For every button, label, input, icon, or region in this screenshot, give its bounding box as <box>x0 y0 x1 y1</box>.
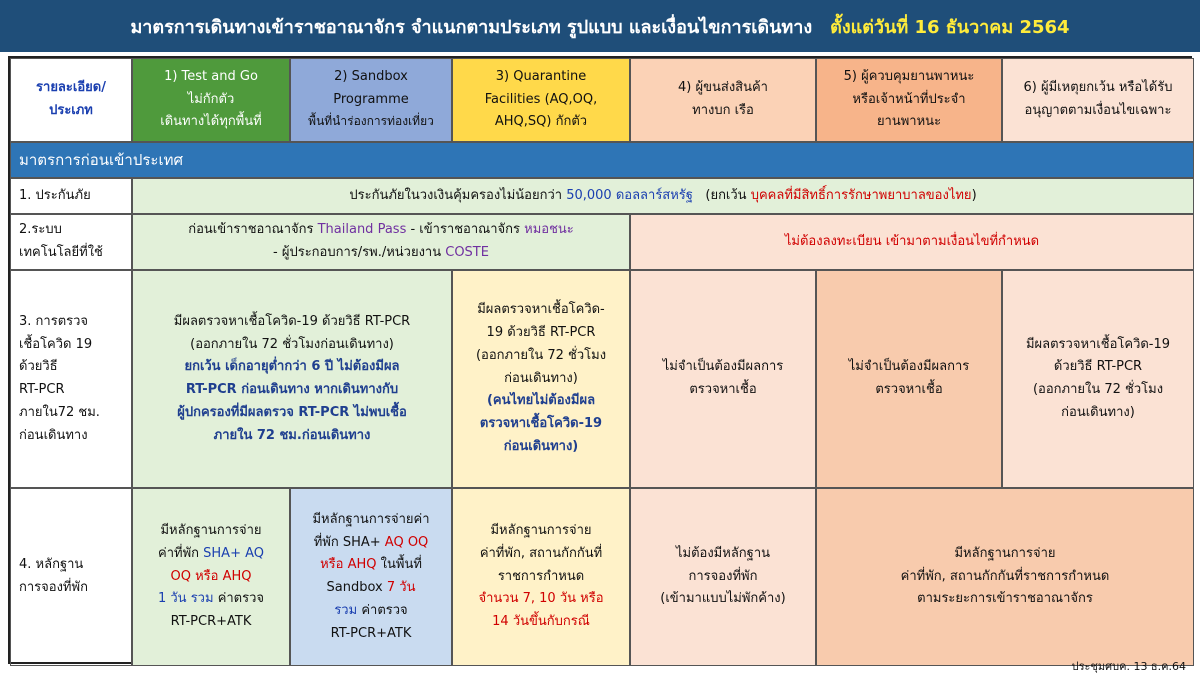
accommodation-vehicle-crew-exemptions: มีหลักฐานการจ่าย ค่าที่พัก, สถานกักกันที่ราชการกำหนด ตามระยะการเข้าราชอาณาจักร <box>816 488 1194 666</box>
section-title: มาตรการก่อนเข้าประเทศ <box>10 142 1194 178</box>
accommodation-quarantine: มีหลักฐานการจ่าย ค่าที่พัก, สถานกักกันที่ ราชการกำหนด จำนวน 7, 10 วัน หรือ 14 วันขึ้นกับกรณี <box>452 488 630 666</box>
header-bar <box>0 0 1200 52</box>
col-header-vehicle-crew: 5) ผู้ควบคุมยานพาหนะ หรือเจ้าหน้าที่ประจำ ยานพาหนะ <box>816 58 1002 142</box>
col-header-test-and-go: 1) Test and Go ไม่กักตัว เดินทางได้ทุกพื้นที่ <box>132 58 290 142</box>
insurance-requirement: ประกันภัยในวงเงินคุ้มครองไม่น้อยกว่า 50,000 ดอลลาร์สหรัฐ (ยกเว้น บุคคลที่มีสิทธิ์การรักษาพยาบาลของไทย) <box>132 178 1194 214</box>
col-header-sandbox: 2) Sandbox Programme พื้นที่นำร่องการท่องเที่ยว <box>290 58 452 142</box>
accommodation-sandbox: มีหลักฐานการจ่ายค่า ที่พัก SHA+ AQ OQ หรือ AHQ ในพื้นที่ Sandbox 7 วัน รวม ค่าตรวจ RT-PCR+ATK <box>290 488 452 666</box>
col-header-transporters: 4) ผู้ขนส่งสินค้า ทางบก เรือ <box>630 58 816 142</box>
col-header-exemptions: 6) ผู้มีเหตุยกเว้น หรือได้รับ อนุญาตตามเงื่อนไขเฉพาะ <box>1002 58 1194 142</box>
effective-date: ตั้งแต่วันที่ 16 ธันวาคม 2564 <box>830 16 1070 38</box>
footer-note: ประชุมศบค. 13 ธ.ค.64 <box>1071 660 1186 673</box>
measures-table <box>8 56 1192 664</box>
rtpcr-test-and-go-sandbox: มีผลตรวจหาเชื้อโควิด-19 ด้วยวิธี RT-PCR (ออกภายใน 72 ชั่วโมงก่อนเดินทาง) ยกเว้น เด็กอายุต่ำกว่า 6 ปี ไม่ต้องมีผล RT-PCR ก่อนเดินทาง หากเดินทางกับ ผู้ปกครองที่มีผลตรวจ RT-PCR ไม่พบเชื้อ ภายใน 72 ชม.ก่อนเดินทาง <box>132 270 452 488</box>
row-label-technology: 2.ระบบ เทคโนโลยีที่ใช้ <box>10 214 132 270</box>
technology-not-required: ไม่ต้องลงทะเบียน เข้ามาตามเงื่อนไขที่กำหนด <box>630 214 1194 270</box>
col-header-type: รายละเอียด/ ประเภท <box>10 58 132 142</box>
rtpcr-exemptions: มีผลตรวจหาเชื้อโควิด-19 ด้วยวิธี RT-PCR (ออกภายใน 72 ชั่วโมง ก่อนเดินทาง) <box>1002 270 1194 488</box>
rtpcr-transporters: ไม่จำเป็นต้องมีผลการ ตรวจหาเชื้อ <box>630 270 816 488</box>
technology-systems: ก่อนเข้าราชอาณาจักร Thailand Pass - เข้าราชอาณาจักร หมอชนะ - ผู้ประกอบการ/รพ./หน่วยงาน COSTE <box>132 214 630 270</box>
accommodation-transporters: ไม่ต้องมีหลักฐาน การจองที่พัก (เข้ามาแบบไม่พักค้าง) <box>630 488 816 666</box>
row-label-insurance: 1. ประกันภัย <box>10 178 132 214</box>
rtpcr-vehicle-crew: ไม่จำเป็นต้องมีผลการ ตรวจหาเชื้อ <box>816 270 1002 488</box>
rtpcr-quarantine: มีผลตรวจหาเชื้อโควิด- 19 ด้วยวิธี RT-PCR (ออกภายใน 72 ชั่วโมง ก่อนเดินทาง) (คนไทยไม่ต้องมีผล ตรวจหาเชื้อโควิด-19 ก่อนเดินทาง) <box>452 270 630 488</box>
row-label-rtpcr: 3. การตรวจ เชื้อโควิด 19 ด้วยวิธี RT-PCR ภายใน72 ชม. ก่อนเดินทาง <box>10 270 132 488</box>
page-title: มาตรการเดินทางเข้าราชอาณาจักร จำแนกตามประเภท รูปแบบ และเงื่อนไขการเดินทาง <box>130 16 813 38</box>
accommodation-test-and-go: มีหลักฐานการจ่าย ค่าที่พัก SHA+ AQ OQ หรือ AHQ 1 วัน รวม ค่าตรวจ RT-PCR+ATK <box>132 488 290 666</box>
row-label-accommodation: 4. หลักฐาน การจองที่พัก <box>10 488 132 666</box>
col-header-quarantine: 3) Quarantine Facilities (AQ,OQ, AHQ,SQ) กักตัว <box>452 58 630 142</box>
